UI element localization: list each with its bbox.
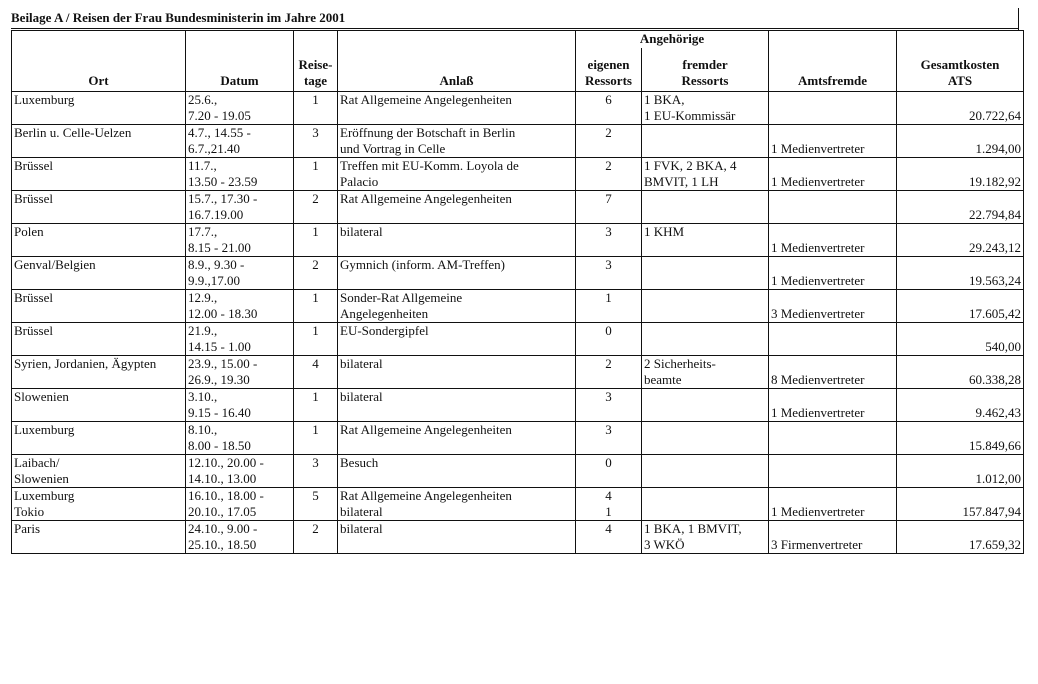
cell-amtsfremde: 3 Medienvertreter [769,290,897,323]
cell-amtsfremde: 8 Medienvertreter [769,356,897,389]
cell-gesamtkosten: 20.722,64 [897,92,1024,125]
cell-eigenen-ressorts-line2: 6 [605,92,612,107]
cell-fremder-ressorts [642,455,769,488]
cell-amtsfremde: 1 Medienvertreter [769,224,897,257]
cell-ort [12,488,186,521]
cell-eigenen-ressorts-line1: 4 [605,488,612,503]
cell-eigenen-ressorts-line2: 2 [605,356,612,371]
cell-reisetage: 1 [294,323,338,356]
cell-ort-line1: Polen [14,224,44,239]
cell-reisetage: 1 [294,92,338,125]
cell-eigenen-ressorts [576,257,642,290]
cell-datum [186,257,294,290]
cell-amtsfremde: 1 Medienvertreter [769,389,897,422]
cell-datum-line2: 26.9., 19.30 [188,372,250,387]
cell-datum-line2: 9.9.,17.00 [188,273,240,288]
cell-ort [12,257,186,290]
header-eigenen-ressorts [576,48,642,92]
cell-fremder-ressorts-line1: 2 Sicherheits- [644,356,716,371]
cell-anlass [338,125,576,158]
cell-fremder-ressorts-line1: 1 BKA, [644,92,685,107]
cell-ort [12,125,186,158]
cell-anlass [338,224,576,257]
cell-anlass-line2: Angelegenheiten [340,306,429,321]
cell-eigenen-ressorts [576,422,642,455]
cell-ort-line1: Slowenien [14,389,69,404]
cell-ort [12,290,186,323]
cell-anlass [338,389,576,422]
table-row [12,92,1024,125]
cell-datum-line1: 23.9., 15.00 - [188,356,258,371]
cell-anlass-line1: Eröffnung der Botschaft in Berlin [340,125,516,140]
cell-anlass-line1: Gymnich (inform. AM-Treffen) [340,257,506,272]
cell-eigenen-ressorts-line2: 0 [605,455,612,470]
cell-ort [12,389,186,422]
cell-fremder-ressorts [642,191,769,224]
cell-datum-line2: 14.10., 13.00 [188,471,257,486]
cell-fremder-ressorts-line1: 1 BKA, 1 BMVIT, [644,521,742,536]
cell-amtsfremde [769,422,897,455]
cell-fremder-ressorts [642,257,769,290]
cell-anlass-line1: bilateral [340,224,383,239]
cell-amtsfremde: 1 Medienvertreter [769,257,897,290]
cell-datum-line1: 16.10., 18.00 - [188,488,264,503]
cell-gesamtkosten: 15.849,66 [897,422,1024,455]
cell-eigenen-ressorts [576,158,642,191]
header-fremder-ressorts [642,48,769,92]
cell-fremder-ressorts [642,422,769,455]
table-row [12,158,1024,191]
cell-amtsfremde: 3 Firmenvertreter [769,521,897,554]
cell-ort [12,158,186,191]
cell-reisetage: 1 [294,389,338,422]
cell-ort [12,323,186,356]
cell-eigenen-ressorts [576,356,642,389]
cell-datum [186,191,294,224]
header-fremder-line1: fremder [682,57,728,72]
table-body [12,92,1024,554]
cell-datum [186,92,294,125]
cell-datum-line2: 20.10., 17.05 [188,504,257,519]
cell-datum [186,356,294,389]
cell-reisetage: 5 [294,488,338,521]
cell-datum-line1: 8.10., [188,422,218,437]
cell-amtsfremde: 1 Medienvertreter [769,158,897,191]
cell-eigenen-ressorts [576,521,642,554]
cell-eigenen-ressorts-line2: 1 [605,504,612,519]
cell-datum [186,224,294,257]
cell-anlass-line2: bilateral [340,504,383,519]
cell-fremder-ressorts-line2: 3 WKÖ [644,537,685,552]
cell-fremder-ressorts [642,158,769,191]
cell-anlass [338,521,576,554]
header-reisetage-line2: tage [303,73,328,88]
cell-datum [186,521,294,554]
cell-ort-line1: Genval/Belgien [14,257,96,272]
cell-datum-line1: 4.7., 14.55 - [188,125,251,140]
cell-ort [12,521,186,554]
cell-anlass-line1: Rat Allgemeine Angelegenheiten [340,422,512,437]
cell-datum-line1: 12.9., [188,290,218,305]
cell-gesamtkosten: 19.563,24 [897,257,1024,290]
table-row [12,389,1024,422]
cell-eigenen-ressorts [576,290,642,323]
cell-ort-line1: Brüssel [14,191,53,206]
cell-reisetage: 2 [294,521,338,554]
cell-amtsfremde [769,455,897,488]
cell-anlass-line1: Treffen mit EU-Komm. Loyola de [340,158,519,173]
cell-datum-line2: 7.20 - 19.05 [188,108,251,123]
cell-anlass [338,158,576,191]
cell-datum-line2: 8.00 - 18.50 [188,438,251,453]
cell-datum [186,158,294,191]
cell-anlass [338,257,576,290]
cell-eigenen-ressorts-line2: 7 [605,191,612,206]
cell-fremder-ressorts [642,389,769,422]
cell-amtsfremde [769,323,897,356]
cell-amtsfremde [769,92,897,125]
cell-gesamtkosten: 60.338,28 [897,356,1024,389]
cell-eigenen-ressorts-line2: 2 [605,125,612,140]
cell-eigenen-ressorts [576,389,642,422]
cell-eigenen-ressorts [576,92,642,125]
table-row [12,356,1024,389]
cell-datum-line1: 25.6., [188,92,218,107]
cell-eigenen-ressorts [576,191,642,224]
cell-ort-line1: Luxemburg [14,92,75,107]
cell-gesamtkosten: 19.182,92 [897,158,1024,191]
table-row [12,422,1024,455]
table-row [12,125,1024,158]
cell-reisetage: 1 [294,224,338,257]
cell-anlass-line1: bilateral [340,521,383,536]
title-underline [11,28,1019,29]
cell-datum-line2: 8.15 - 21.00 [188,240,251,255]
cell-eigenen-ressorts [576,455,642,488]
cell-ort-line1: Laibach/ [14,455,60,470]
cell-fremder-ressorts [642,92,769,125]
header-eigenen-line1: eigenen [587,57,630,72]
cell-anlass [338,92,576,125]
cell-anlass [338,323,576,356]
header-gesamtkosten-line2: ATS [947,73,973,88]
cell-anlass [338,488,576,521]
cell-gesamtkosten: 29.243,12 [897,224,1024,257]
cell-datum-line2: 25.10., 18.50 [188,537,257,552]
cell-datum-line2: 6.7.,21.40 [188,141,240,156]
cell-fremder-ressorts-line2: 1 EU-Kommissär [644,108,736,123]
right-edge-rule [1018,8,1019,30]
cell-eigenen-ressorts-line2: 2 [605,158,612,173]
cell-datum-line1: 24.10., 9.00 - [188,521,258,536]
cell-ort [12,191,186,224]
header-angehoerige: Angehörige [576,31,769,48]
cell-reisetage: 2 [294,191,338,224]
cell-amtsfremde: 1 Medienvertreter [769,125,897,158]
cell-datum-line2: 9.15 - 16.40 [188,405,251,420]
cell-fremder-ressorts [642,521,769,554]
cell-anlass-line1: Besuch [340,455,379,470]
cell-ort [12,422,186,455]
cell-reisetage: 1 [294,290,338,323]
cell-anlass [338,422,576,455]
header-gesamtkosten-line1: Gesamtkosten [920,57,1000,72]
cell-reisetage: 4 [294,356,338,389]
cell-eigenen-ressorts-line2: 3 [605,389,612,404]
cell-eigenen-ressorts-line2: 3 [605,257,612,272]
cell-datum [186,488,294,521]
cell-anlass [338,356,576,389]
cell-eigenen-ressorts [576,323,642,356]
cell-ort-line1: Brüssel [14,158,53,173]
cell-fremder-ressorts-line2: BMVIT, 1 LH [644,174,719,189]
cell-datum-line2: 14.15 - 1.00 [188,339,251,354]
cell-reisetage: 1 [294,158,338,191]
cell-ort-line1: Luxemburg [14,488,75,503]
cell-reisetage: 1 [294,422,338,455]
cell-gesamtkosten: 540,00 [897,323,1024,356]
cell-ort-line1: Berlin u. Celle-Uelzen [14,125,132,140]
cell-datum [186,455,294,488]
cell-eigenen-ressorts-line2: 3 [605,224,612,239]
header-eigenen-line2: Ressorts [585,73,632,88]
cell-datum-line1: 12.10., 20.00 - [188,455,264,470]
cell-anlass-line1: bilateral [340,356,383,371]
header-amtsfremde: Amtsfremde [769,31,897,92]
cell-gesamtkosten: 9.462,43 [897,389,1024,422]
cell-ort [12,455,186,488]
cell-anlass-line1: Rat Allgemeine Angelegenheiten [340,191,512,206]
cell-ort-line2: Slowenien [14,471,69,486]
cell-fremder-ressorts [642,488,769,521]
header-datum: Datum [186,31,294,92]
cell-datum-line1: 11.7., [188,158,217,173]
cell-datum-line1: 17.7., [188,224,218,239]
cell-gesamtkosten: 1.012,00 [897,455,1024,488]
cell-fremder-ressorts [642,224,769,257]
cell-reisetage: 2 [294,257,338,290]
header-gesamtkosten [897,31,1024,92]
cell-gesamtkosten: 22.794,84 [897,191,1024,224]
table-row [12,257,1024,290]
cell-eigenen-ressorts-line2: 1 [605,290,612,305]
cell-ort-line1: Brüssel [14,323,53,338]
header-reisetage-line1: Reise- [298,57,333,72]
cell-datum-line1: 3.10., [188,389,218,404]
cell-eigenen-ressorts-line2: 0 [605,323,612,338]
cell-datum [186,389,294,422]
cell-datum [186,323,294,356]
cell-fremder-ressorts-line2: beamte [644,372,682,387]
header-fremder-line2: Ressorts [681,73,729,88]
cell-datum-line1: 21.9., [188,323,218,338]
table-row [12,455,1024,488]
cell-eigenen-ressorts [576,488,642,521]
cell-fremder-ressorts-line1: 1 FVK, 2 BKA, 4 [644,158,737,173]
cell-anlass [338,290,576,323]
cell-fremder-ressorts [642,323,769,356]
cell-ort-line1: Syrien, Jordanien, Ägypten [14,356,157,371]
header-reisetage [294,31,338,92]
cell-datum-line2: 13.50 - 23.59 [188,174,258,189]
table-row [12,488,1024,521]
cell-anlass-line2: und Vortrag in Celle [340,141,446,156]
cell-anlass-line1: Rat Allgemeine Angelegenheiten [340,92,512,107]
cell-ort [12,356,186,389]
cell-ort-line1: Brüssel [14,290,53,305]
header-ort: Ort [12,31,186,92]
cell-anlass-line1: Sonder-Rat Allgemeine [340,290,463,305]
table-row [12,224,1024,257]
cell-datum-line1: 15.7., 17.30 - [188,191,258,206]
cell-reisetage: 3 [294,455,338,488]
cell-eigenen-ressorts-line2: 3 [605,422,612,437]
table-row [12,191,1024,224]
cell-eigenen-ressorts-line2: 4 [605,521,612,536]
cell-anlass-line2: Palacio [340,174,379,189]
cell-datum-line1: 8.9., 9.30 - [188,257,245,272]
table-row [12,290,1024,323]
cell-anlass [338,455,576,488]
cell-ort [12,92,186,125]
cell-eigenen-ressorts [576,224,642,257]
cell-gesamtkosten: 1.294,00 [897,125,1024,158]
cell-amtsfremde: 1 Medienvertreter [769,488,897,521]
cell-ort-line1: Luxemburg [14,422,75,437]
cell-fremder-ressorts [642,356,769,389]
cell-datum [186,290,294,323]
cell-reisetage: 3 [294,125,338,158]
cell-ort-line1: Paris [14,521,40,536]
header-anlass: Anlaß [338,31,576,92]
cell-datum [186,125,294,158]
table-row [12,521,1024,554]
cell-ort-line2: Tokio [14,504,45,519]
cell-gesamtkosten: 17.659,32 [897,521,1024,554]
cell-datum [186,422,294,455]
cell-datum-line2: 12.00 - 18.30 [188,306,258,321]
cell-eigenen-ressorts [576,125,642,158]
cell-anlass [338,191,576,224]
cell-anlass-line1: EU-Sondergipfel [340,323,429,338]
cell-datum-line2: 16.7.19.00 [188,207,244,222]
travel-table [11,30,1024,554]
cell-fremder-ressorts-line2: 1 KHM [644,224,685,239]
cell-amtsfremde [769,191,897,224]
cell-anlass-line1: bilateral [340,389,383,404]
table-row [12,323,1024,356]
cell-fremder-ressorts [642,125,769,158]
cell-anlass-line1: Rat Allgemeine Angelegenheiten [340,488,512,503]
page-title: Beilage A / Reisen der Frau Bundesministerin im Jahre 2001 [11,10,346,25]
cell-ort [12,224,186,257]
cell-fremder-ressorts [642,290,769,323]
cell-gesamtkosten: 157.847,94 [897,488,1024,521]
cell-gesamtkosten: 17.605,42 [897,290,1024,323]
